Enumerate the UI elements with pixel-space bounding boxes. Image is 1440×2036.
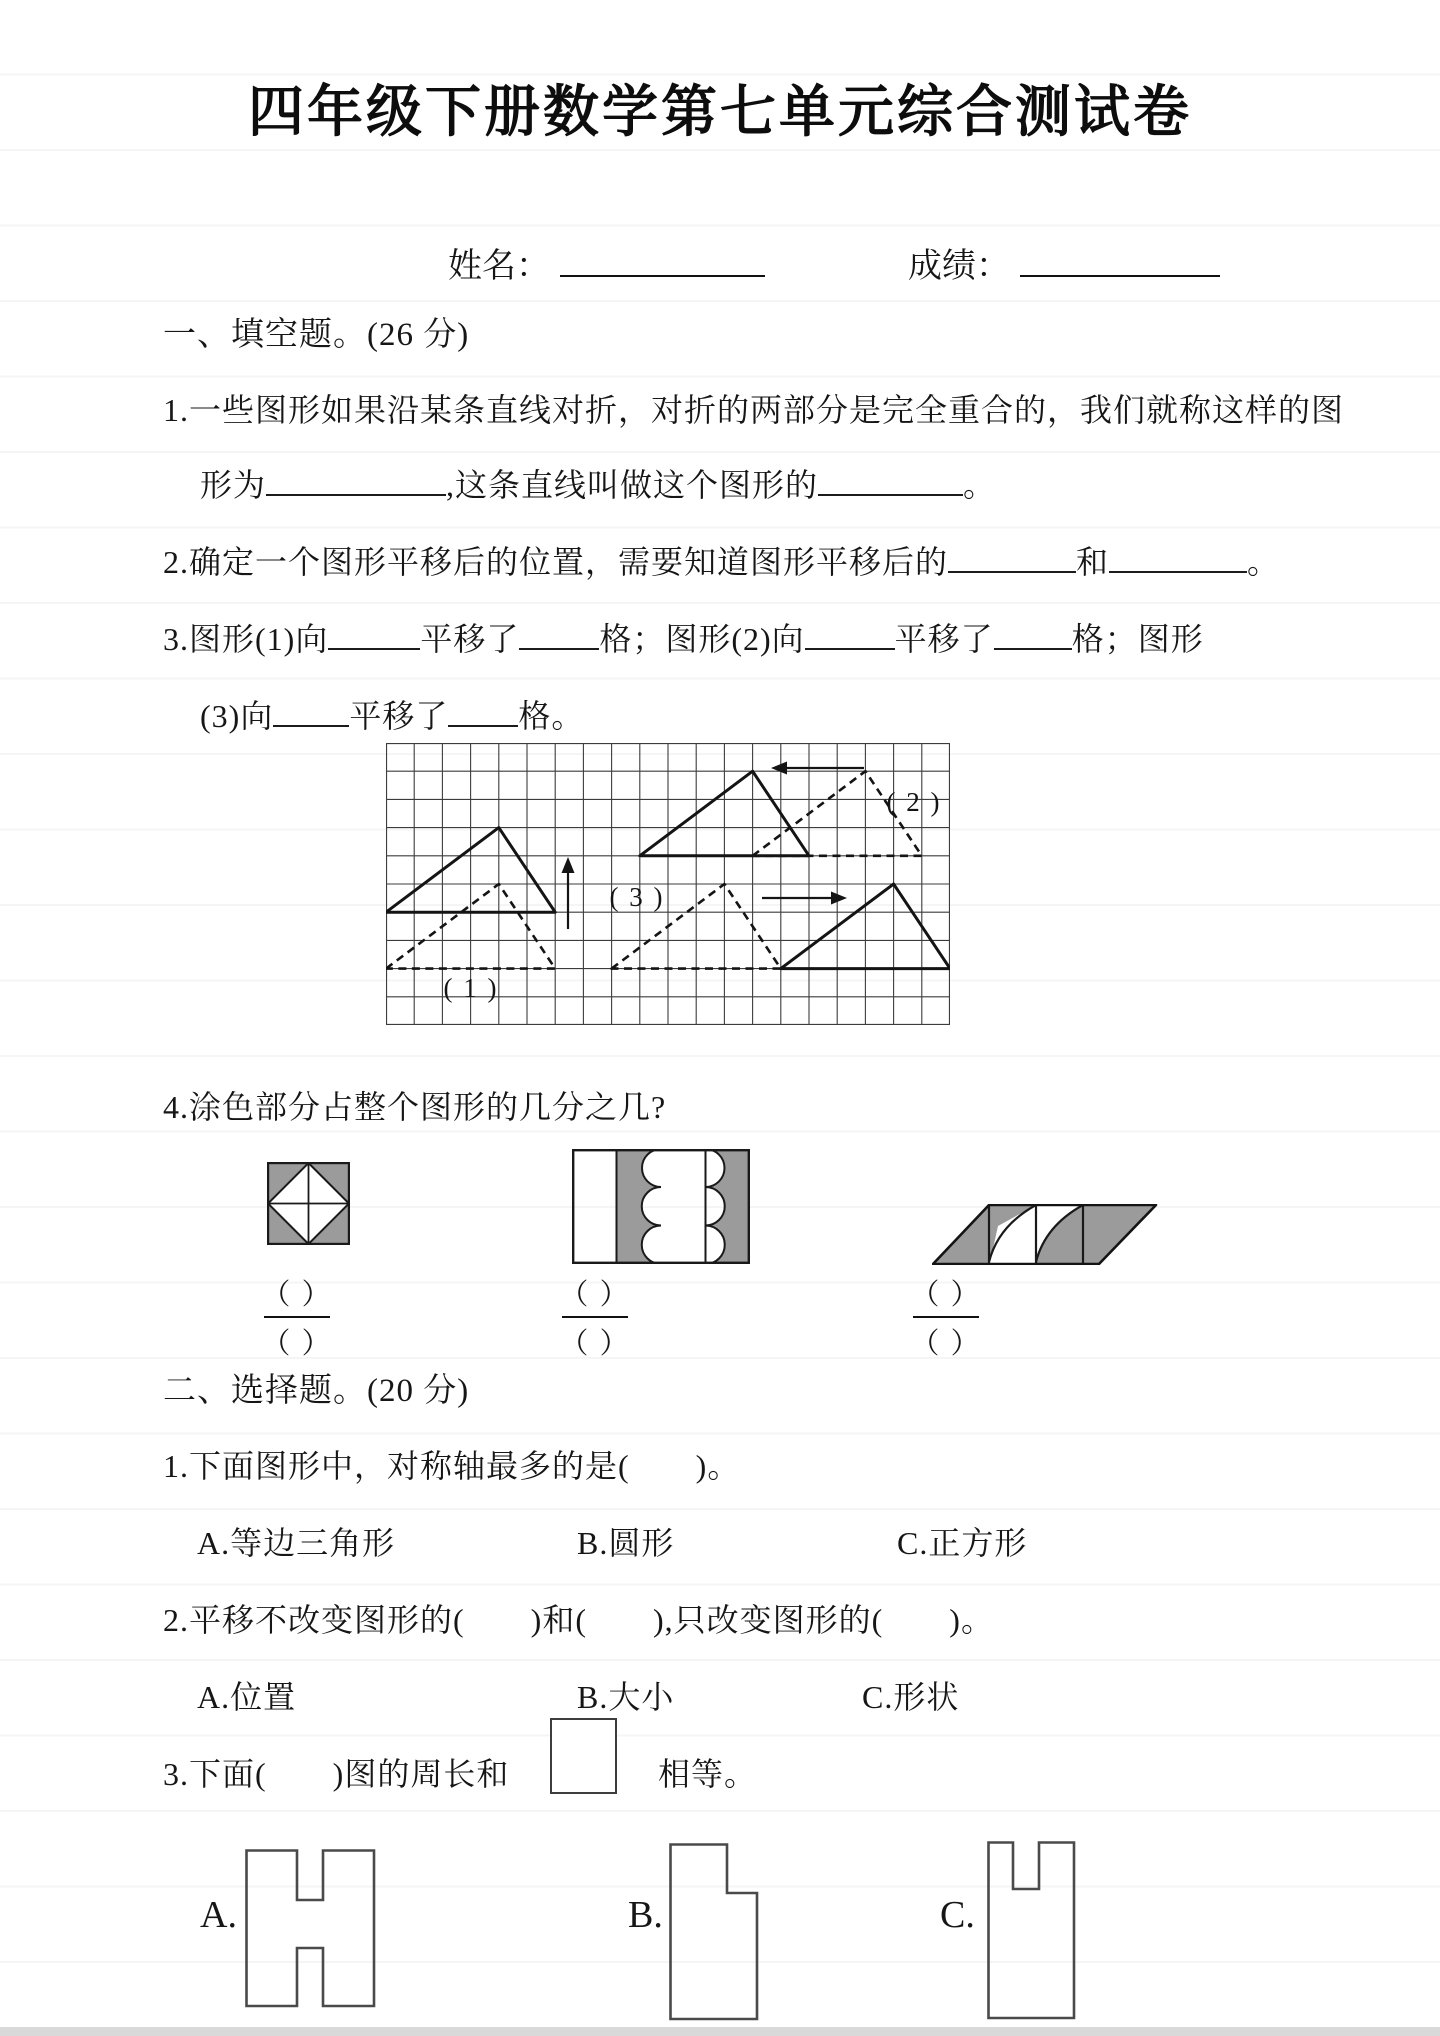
name-label: 姓名：: [448, 248, 550, 285]
section1-heading: 一、填空题。(26 分): [163, 317, 470, 353]
scalloped-rectangle-figure: [572, 1149, 750, 1264]
shape-a-label: A.: [200, 1894, 237, 1936]
s2-q2: 2.平移不改变图形的( )和( ),只改变图形的( )。: [163, 1602, 994, 1638]
left-arrow-icon: [771, 762, 864, 775]
square-diamond-figure: [267, 1162, 350, 1245]
q1-blank-2: [818, 464, 963, 496]
page-title: 四年级下册数学第七单元综合测试卷: [248, 80, 1192, 143]
fraction-2-denominator: （ ）: [559, 1328, 631, 1360]
q3-text-c: 格；图形(2)向: [599, 621, 805, 657]
q3-blank-6: [448, 695, 518, 727]
s2-q1: 1.下面图形中，对称轴最多的是( )。: [163, 1448, 741, 1484]
fraction-3-denominator: （ ）: [910, 1328, 982, 1360]
q3-text-h: 格。: [518, 698, 585, 734]
grid-label-2: ( 2 ): [886, 787, 942, 817]
q3-text-e: 格；图形: [1071, 621, 1204, 657]
reference-square-box: [550, 1718, 617, 1794]
shape-c-label: C.: [940, 1894, 975, 1936]
fraction-3: [891, 1272, 1001, 1362]
s2-q2-option-b: B.大小: [577, 1679, 675, 1715]
shape-c-figure: [987, 1841, 1076, 2020]
fraction-2: [540, 1272, 650, 1362]
q3-text-d: 平移了: [894, 621, 994, 657]
q2-blank-1: [948, 541, 1076, 573]
name-row: [448, 238, 765, 287]
q3-blank-2: [519, 618, 599, 650]
s2-q3-post: 相等。: [658, 1756, 758, 1792]
q3-text-g: 平移了: [349, 698, 449, 734]
q2-text-a: 2.确定一个图形平移后的位置，需要知道图形平移后的: [163, 544, 949, 580]
fraction-2-numerator: （ ）: [559, 1279, 631, 1311]
shape-a-path: [247, 1851, 375, 2007]
name-blank-line: [560, 244, 765, 277]
fraction-3-numerator: （ ）: [910, 1279, 982, 1311]
shape-a-figure: [245, 1849, 376, 2008]
s2-q2-option-a: A.位置: [197, 1679, 297, 1715]
shape-b-path: [671, 1845, 758, 2020]
s1-q3-line2: [200, 691, 584, 737]
grid-label-3: ( 3 ): [609, 882, 665, 912]
q3-blank-3: [805, 618, 895, 650]
q1-l2-text-c: 。: [963, 467, 997, 503]
grid-label-1: ( 1 ): [443, 973, 499, 1003]
s2-q1-option-a: A.等边三角形: [197, 1525, 396, 1561]
right-arrow-icon: [762, 892, 847, 905]
q3-text-f: (3)向: [200, 698, 274, 734]
translation-grid-figure: [386, 743, 950, 1025]
s1-q1-line2: [200, 460, 996, 506]
figure2-border: [573, 1150, 749, 1263]
s1-q4: 4.涂色部分占整个图形的几分之几?: [163, 1089, 667, 1125]
section2-heading: 二、选择题。(20 分): [163, 1373, 470, 1409]
fraction-1-bar: [264, 1316, 330, 1318]
figure2-scallop-outline-right: [706, 1149, 725, 1264]
q1-l2-text-b: ,这条直线叫做这个图形的: [446, 467, 819, 503]
parallelogram-figure: [932, 1204, 1158, 1265]
q3-blank-4: [994, 618, 1072, 650]
q3-text-a: 3.图形(1)向: [163, 621, 329, 657]
score-blank-line: [1020, 244, 1220, 277]
figure3-right-triangle: [1083, 1205, 1156, 1264]
q3-blank-1: [328, 618, 420, 650]
s2-q2-option-c: C.形状: [862, 1679, 960, 1715]
figure2-scallop-outline-left: [642, 1149, 661, 1264]
s2-q1-option-c: C.正方形: [897, 1525, 1028, 1561]
s1-q1-line1: 1.一些图形如果沿某条直线对折，对折的两部分是完全重合的，我们就称这样的图: [163, 392, 1345, 428]
shape-b-figure: [669, 1843, 759, 2021]
q1-blank-1: [266, 464, 446, 496]
s2-q3-pre: 3.下面( )图的周长和: [163, 1756, 510, 1792]
scan-bottom-band: [0, 2027, 1440, 2036]
figure2-gray-strip-4: [706, 1149, 751, 1264]
q2-text-c: 。: [1247, 544, 1281, 580]
shape-b-label: B.: [628, 1894, 663, 1936]
fraction-3-bar: [913, 1316, 979, 1318]
figure2-gray-strip-2: [617, 1149, 662, 1264]
q3-text-b: 平移了: [420, 621, 520, 657]
s1-q2-line: [163, 537, 1280, 583]
q2-text-b: 和: [1076, 544, 1110, 580]
s2-q1-option-b: B.圆形: [577, 1525, 675, 1561]
fraction-1-numerator: （ ）: [261, 1279, 333, 1311]
q3-blank-5: [273, 695, 349, 727]
s1-q3-line1: [163, 614, 1204, 660]
q2-blank-2: [1109, 541, 1247, 573]
q1-l2-text-a: 形为: [200, 467, 267, 503]
fraction-2-bar: [562, 1316, 628, 1318]
score-row: [908, 238, 1220, 287]
fraction-1: [242, 1272, 352, 1362]
up-arrow-icon: [562, 857, 575, 929]
fraction-1-denominator: （ ）: [261, 1328, 333, 1360]
score-label: 成绩：: [908, 248, 1010, 285]
shape-c-path: [989, 1843, 1075, 2019]
